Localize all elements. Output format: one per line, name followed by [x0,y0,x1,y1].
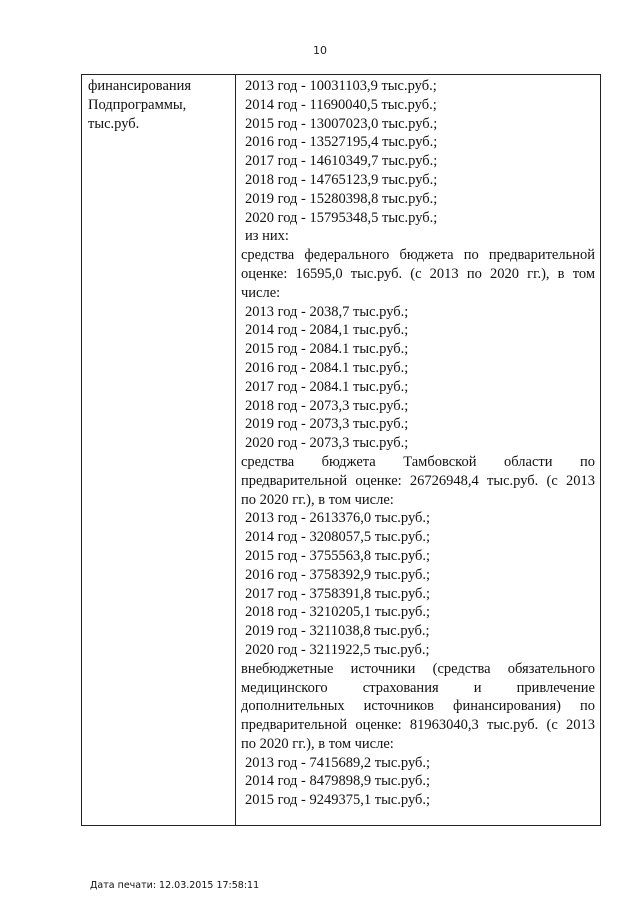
federal-year-line: 2013 год - 2038,7 тыс.руб.; [245,303,409,320]
regional-intro-line: средства бюджета Тамбовской области по [241,453,595,470]
label-line: Подпрограммы, [88,96,187,113]
extrabudget-intro-line: по 2020 гг.), в том числе: [241,735,394,752]
total-year-line: 2015 год - 13007023,0 тыс.руб.; [245,115,438,132]
page-number: 10 [313,44,327,57]
financing-table [81,74,601,826]
extrabudget-intro-line: предварительной оценке: 81963040,3 тыс.руб. (с 2013 [241,717,595,734]
print-date-footer: Дата печати: 12.03.2015 17:58:11 [90,880,260,891]
total-year-line: 2016 год - 13527195,4 тыс.руб.; [245,134,438,151]
total-year-line: 2018 год - 14765123,9 тыс.руб.; [245,171,438,188]
extrabudget-year-line: 2014 год - 8479898,9 тыс.руб.; [245,773,431,790]
federal-year-line: 2015 год - 2084.1 тыс.руб.; [245,341,409,358]
label-line: тыс.руб. [88,115,140,132]
regional-year-line: 2019 год - 3211038,8 тыс.руб.; [245,623,430,640]
federal-year-line: 2018 год - 2073,3 тыс.руб.; [245,397,409,414]
of-them-label: из них: [245,228,289,245]
table-value-cell [241,77,595,810]
federal-year-line: 2019 год - 2073,3 тыс.руб.; [245,416,409,433]
table-label-cell [88,77,230,133]
regional-year-line: 2014 год - 3208057,5 тыс.руб.; [245,529,431,546]
total-year-line: 2019 год - 15280398,8 тыс.руб.; [245,190,438,207]
extrabudget-year-line: 2015 год - 9249375,1 тыс.руб.; [245,792,431,809]
federal-intro-line: оценке: 16595,0 тыс.руб. (с 2013 по 2020 гг.), в том [241,265,595,282]
federal-intro-line: числе: [241,284,281,301]
federal-year-line: 2016 год - 2084.1 тыс.руб.; [245,359,409,376]
total-year-line: 2013 год - 10031103,9 тыс.руб.; [245,78,437,94]
total-year-line: 2020 год - 15795348,5 тыс.руб.; [245,209,438,226]
federal-year-line: 2020 год - 2073,3 тыс.руб.; [245,435,409,452]
federal-intro-line: средства федерального бюджета по предварительной [241,247,595,264]
federal-year-line: 2014 год - 2084,1 тыс.руб.; [245,322,409,339]
regional-year-line: 2015 год - 3755563,8 тыс.руб.; [245,547,431,564]
extrabudget-intro-line: медицинского страхования и привлечение [241,679,595,696]
total-year-line: 2014 год - 11690040,5 тыс.руб.; [245,96,437,113]
column-divider [235,75,236,825]
total-year-line: 2017 год - 14610349,7 тыс.руб.; [245,153,438,170]
regional-intro-line: предварительной оценке: 26726948,4 тыс.руб. (с 2013 [241,472,595,489]
regional-year-line: 2013 год - 2613376,0 тыс.руб.; [245,510,431,527]
federal-year-line: 2017 год - 2084.1 тыс.руб.; [245,378,409,395]
extrabudget-year-line: 2013 год - 7415689,2 тыс.руб.; [245,754,431,771]
extrabudget-intro-line: внебюджетные источники (средства обязательного [241,660,595,677]
label-line: финансирования [88,78,192,94]
regional-year-line: 2017 год - 3758391,8 тыс.руб.; [245,585,431,602]
regional-year-line: 2016 год - 3758392,9 тыс.руб.; [245,566,431,583]
regional-year-line: 2018 год - 3210205,1 тыс.руб.; [245,604,431,621]
regional-year-line: 2020 год - 3211922,5 тыс.руб.; [245,641,430,658]
regional-intro-line: по 2020 гг.), в том числе: [241,491,394,508]
extrabudget-intro-line: дополнительных источников финансирования) по [241,698,595,715]
